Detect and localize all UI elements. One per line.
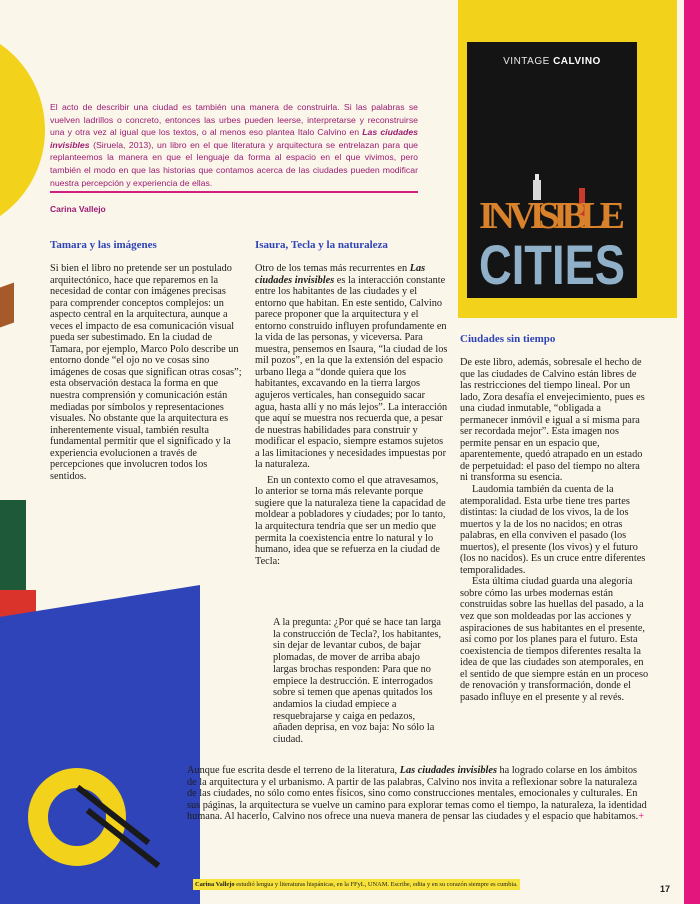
closing-text: Aunque fue escrita desde el terreno de la literatura,: [187, 765, 400, 776]
column-3: [460, 357, 650, 703]
decor-green-block: [0, 500, 26, 590]
col3-paragraph-3: Esta última ciudad guarda una alegoría sobre cómo las urbes modernas están construidas sobre las huellas del pasado, a la vez que son moldeadas por las acciones y aspiraciones de sus habitantes en el presente, así como por los planes para el futuro. Esta coexistencia de tiempos diferentes resalta la idea de que las ciudades son atemporales, en el sentido de que siempre están en un proceso de renovación y transformación, donde el pasado influye en el presente y al revés.: [460, 576, 649, 703]
intro-divider: [50, 191, 418, 193]
tecla-quote: A la pregunta: ¿Por qué se hace tan larga la construcción de Tecla?, los habitantes, sin dejar de levantar cubos, de bajar plomadas, de mover de arriba abajo largas brochas responden: Para que no empiece la destrucción. E interrogados sobre si temen que apenas quitados los andamios la ciudad empiece a resquebrajarse y caiga en pedazos, añaden deprisa, en voz baja: No sólo la ciudad.: [273, 617, 442, 746]
col2-book-title: Las ciudades invisibles: [255, 263, 426, 286]
author-byline: Carina Vallejo: [50, 204, 106, 214]
closing-paragraph: [187, 765, 647, 823]
column-1: [50, 263, 246, 482]
cover-series-line: [467, 56, 637, 67]
cover-author: CALVINO: [553, 56, 601, 67]
closing-text: ha logrado colarse en los ámbitos de la arquitectura y el urbanismo. A partir de las palabras, Calvino nos invita a reflexionar sobre la naturaleza de las ciudades, no sólo como entes físicos, sino como construcciones mentales, emocionales y culturales. En sus páginas, la arquitectura se vuelve un camino para explorar temas como el tiempo, la naturaleza, la identidad humana. Al hacerlo, Calvino nos ofrece una nueva manera de pensar las ciudades y el espacio que habitamos.: [187, 765, 647, 823]
col2-text: Otro de los temas más recurrentes en: [255, 263, 410, 274]
heading-ciudades-sin-tiempo: Ciudades sin tiempo: [460, 333, 556, 345]
decor-magenta-edge-bar: [684, 0, 700, 904]
end-mark: +: [638, 811, 644, 823]
closing-book-title: Las ciudades invisibles: [399, 765, 497, 776]
intro-book-title: Las ciudades invisibles: [50, 127, 419, 150]
footnote-text: estudió lengua y literaturas hispánicas, en la FFyL, UNAM. Escribe, edita y en su corazón siempre es cumbia.: [234, 881, 518, 888]
col3-paragraph-1: De este libro, además, sobresale el hecho de que las ciudades de Calvino están libres de las restricciones del tiempo lineal. Por un lado, Zora desafía el envejecimiento, pues es una ciudad inmutable, “obligada a permanecer inmóvil e igual a sí misma para ser recordada mejor”. Esta imagen nos permite pensar en un espacio que, aparentemente, quedó atrapado en un estado de perpetuidad: el paso del tiempo no altera ni transforma su esencia.: [460, 357, 645, 484]
footnote-author: Carina Vallejo: [195, 881, 235, 888]
page-number: 17: [660, 884, 671, 894]
heading-tamara: Tamara y las imágenes: [50, 239, 157, 251]
intro-text: El acto de describir una ciudad es también una manera de construirla. Si las palabras se vuelven ladrillos o concreto, entonces las urbes pueden leerse, interpretarse y reconstruirse una y otra vez al igual que los textos, o al menos eso plantea Italo Calvino en: [50, 102, 418, 138]
heading-isaura: Isaura, Tecla y la naturaleza: [255, 239, 388, 251]
cover-title-bottom: CITIES: [479, 233, 625, 296]
col2-paragraph-1: [255, 263, 448, 471]
author-bio-footnote: [193, 879, 520, 890]
book-cover: [467, 42, 637, 298]
decor-brown-stripe: [0, 282, 14, 327]
col1-paragraph: Si bien el libro no pretende ser un postulado arquitectónico, hace que reparemos en la necesidad de contar con imágenes precisas para comprender conceptos complejos: un aspecto central en la arquitectura, aunque a veces el impacto de esa comunicación visual pueda ser subestimado. En la ciudad de Tamara, por ejemplo, Marco Polo describe un entorno donde “el ojo no ve cosas sino imágenes de cosas que significan otras cosas”; esta observación destaca la forma en que nuestra comprensión y comunicación están mediadas por símbolos y representaciones visuales. No obstante que la arquitectura es inherentemente visual, también resulta fundamental permitir que el significado y la experiencia evolucionen a través de percepciones que involucren todos los sentidos.: [50, 263, 242, 482]
column-2: [255, 263, 448, 567]
intro-text: (Siruela, 2013), un libro en el que literatura y arquitectura se entrelazan para que replanteemos la manera en que el lenguaje da forma al espacio en el que vivimos, pero también el modo en que las historias que contamos acerca de las ciudades pueden modificar nuestra percepción y experiencia de ellas.: [50, 139, 418, 188]
decor-yellow-semicircle: [0, 25, 45, 235]
cover-series: VINTAGE: [503, 56, 550, 67]
col2-text: es la interacción constante entre los habitantes de las ciudades y el entorno que habitan. En este sentido, Calvino parece proponer que la arquitectura y el entorno construido influyen profundamente en la vida de las personas, y viceversa. Para muestra, pensemos en Isaura, “la ciudad de los mil pozos”, en la que la extensión del espacio urbano llega a “donde quiera que los habitantes, excavando en la tierra largos agujeros verticales, han conseguido sacar agua, hasta allí y no más lejos”. La interacción que aquí se muestra nos recuerda que, a pesar de nuestras habilidades para construir y modificar el espacio, siempre estamos sujetos a las limitaciones y necesidades impuestas por la naturaleza.: [255, 274, 448, 471]
col3-paragraph-2: Laudomia también da cuenta de la atemporalidad. Esta urbe tiene tres partes distintas: la ciudad de los vivos, la de los muertos y la de los no nacidos; en otras palabras, en ella conviven el pasado (los muertos), el presente (los vivos) y el futuro (los no nacidos). Es un cruce entre diferentes temporalidades.: [460, 484, 646, 576]
cover-title-top: INVISIBLE: [479, 195, 625, 237]
col2-paragraph-2: En un contexto como el que atravesamos, lo anterior se torna más relevante porque sugiere que la naturaleza tiene la capacidad de moldear a pobladores y ciudades; por lo tanto, la arquitectura tendría que ser un medio que permita la coexistencia entre lo natural y lo humano, idea que se refuerza en la ciudad de Tecla:: [255, 474, 446, 567]
intro-paragraph: [50, 101, 418, 189]
cover-cityscape-title: [475, 166, 629, 296]
